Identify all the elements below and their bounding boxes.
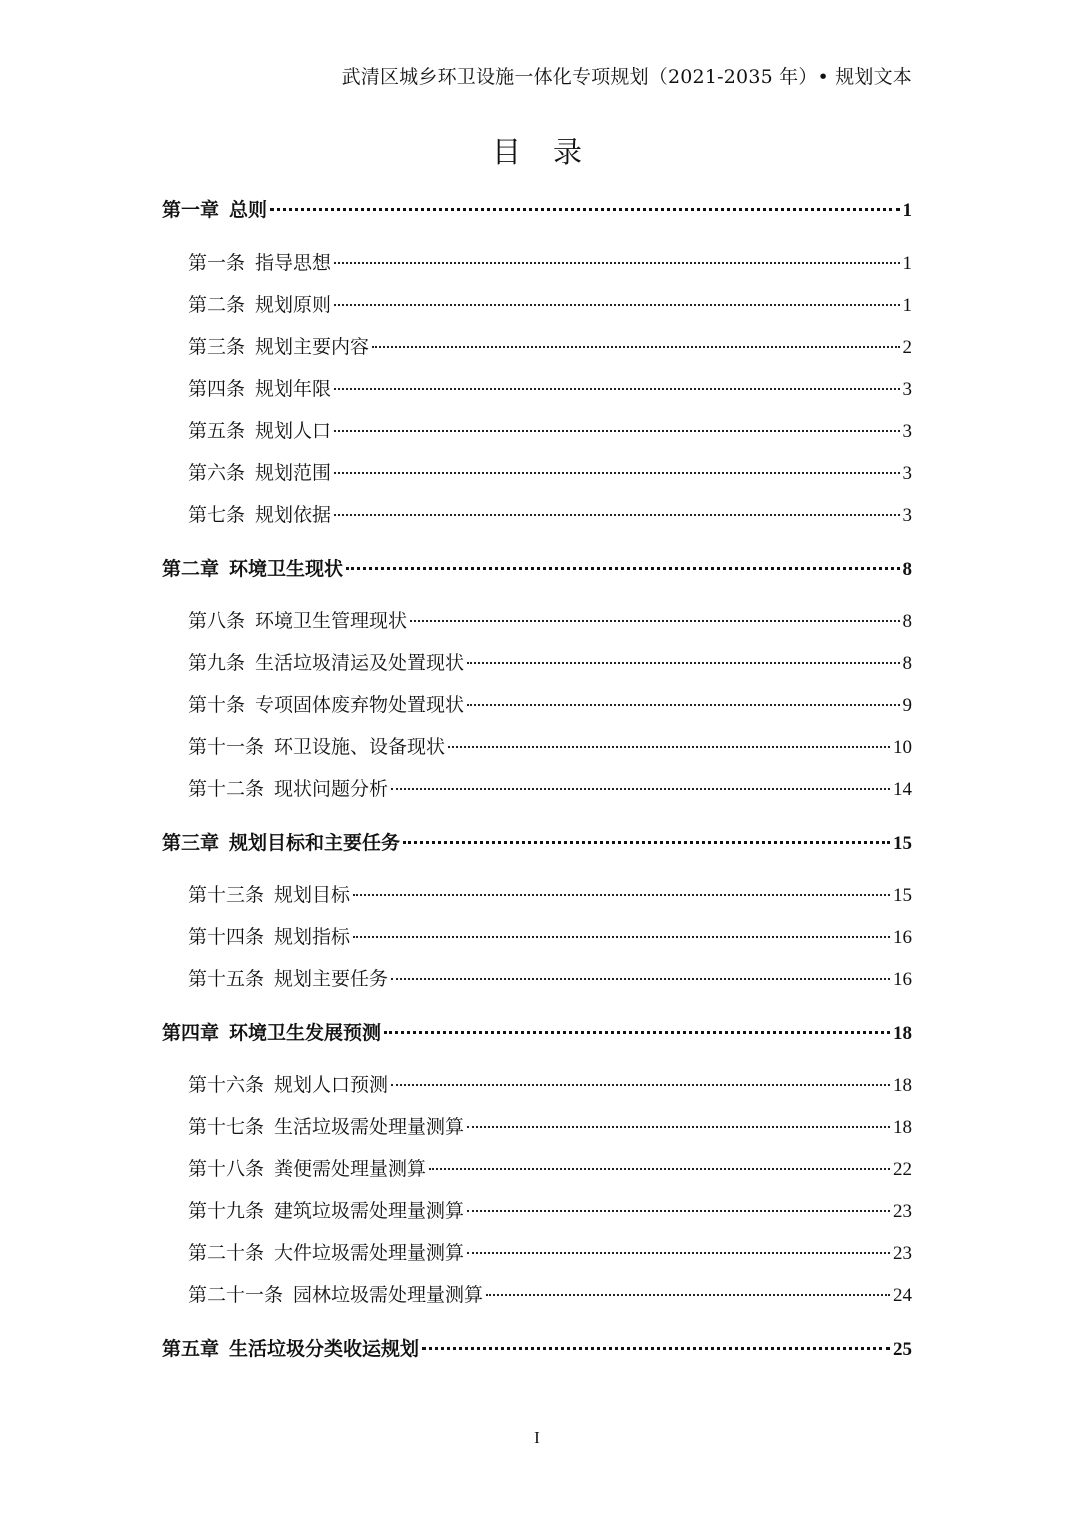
toc-entry-title: 生活垃圾分类收运规划 (229, 1338, 420, 1360)
toc-entry-label (162, 195, 267, 222)
toc-dot-leader (403, 841, 890, 844)
toc-entry-number: 第十六条 (188, 1074, 265, 1096)
toc-entry-title: 规划依据 (255, 504, 332, 526)
toc-article-entry[interactable] (188, 1238, 912, 1268)
toc-entry-label (188, 1112, 464, 1139)
toc-entry-label (188, 458, 331, 485)
toc-entry-title: 大件垃圾需处理量测算 (274, 1242, 465, 1264)
toc-entry-title: 专项固体废弃物处置现状 (255, 694, 465, 716)
toc-entry-page: 3 (902, 505, 912, 526)
toc-entry-label (188, 1196, 464, 1223)
toc-entry-title: 环境卫生现状 (229, 558, 344, 580)
toc-dot-leader (334, 304, 899, 306)
toc-entry-title: 规划人口预测 (274, 1074, 389, 1096)
toc-article-entry[interactable] (188, 1154, 912, 1184)
toc-article-entry[interactable] (188, 964, 912, 994)
toc-entry-number: 第六条 (188, 462, 246, 484)
toc-entry-number: 第四章 (162, 1022, 220, 1044)
toc-entry-title: 生活垃圾需处理量测算 (274, 1116, 465, 1138)
toc-entry-title: 环卫设施、设备现状 (274, 736, 446, 758)
toc-entry-title: 环境卫生发展预测 (229, 1022, 382, 1044)
toc-entry-number: 第五条 (188, 420, 246, 442)
toc-entry-page: 1 (902, 295, 912, 316)
toc-dot-leader (334, 262, 899, 264)
toc-entry-page: 22 (893, 1159, 912, 1180)
toc-dot-leader (334, 430, 899, 432)
toc-article-entry[interactable] (188, 1070, 912, 1100)
toc-dot-leader (422, 1347, 890, 1350)
toc-dot-leader (467, 1210, 890, 1212)
toc-entry-number: 第十五条 (188, 968, 265, 990)
toc-entry-page: 8 (902, 611, 912, 632)
toc-entry-label (162, 1334, 419, 1361)
toc-article-entry[interactable] (188, 1112, 912, 1142)
toc-entry-number: 第十七条 (188, 1116, 265, 1138)
toc-entry-label (188, 964, 388, 991)
toc-entry-number: 第十条 (188, 694, 246, 716)
toc-entry-number: 第八条 (188, 610, 246, 632)
toc-entry-title: 总则 (229, 199, 268, 221)
toc-entry-number: 第三章 (162, 832, 220, 854)
toc-entry-label (188, 606, 407, 633)
toc-article-entry[interactable] (188, 290, 912, 320)
toc-dot-leader (391, 978, 890, 980)
toc-entry-label (188, 332, 369, 359)
toc-entry-page: 23 (893, 1201, 912, 1222)
toc-entry-page: 1 (902, 253, 912, 274)
toc-entry-title: 规划主要任务 (274, 968, 389, 990)
toc-entry-number: 第十三条 (188, 884, 265, 906)
toc-entry-page: 3 (902, 421, 912, 442)
toc-entry-title: 规划主要内容 (255, 336, 370, 358)
toc-article-entry[interactable] (188, 1196, 912, 1226)
toc-entry-page: 18 (893, 1117, 912, 1138)
toc-article-entry[interactable] (188, 606, 912, 636)
toc-entry-title: 规划目标 (274, 884, 351, 906)
toc-entry-page: 16 (893, 927, 912, 948)
toc-entry-title: 规划指标 (274, 926, 351, 948)
toc-dot-leader (353, 894, 890, 896)
toc-chapter-entry[interactable] (162, 1334, 912, 1364)
toc-entry-number: 第十八条 (188, 1158, 265, 1180)
toc-article-entry[interactable] (188, 922, 912, 952)
running-header: 武清区城乡环卫设施一体化专项规划（2021-2035 年）• 规划文本 (341, 66, 912, 88)
page-number: I (534, 1428, 540, 1447)
toc-dot-leader (334, 472, 899, 474)
toc-entry-label (188, 1238, 464, 1265)
toc-entry-label (188, 1070, 388, 1097)
toc-article-entry[interactable] (188, 1280, 912, 1310)
toc-entry-title: 规划人口 (255, 420, 332, 442)
toc-article-entry[interactable] (188, 648, 912, 678)
toc-entry-number: 第七条 (188, 504, 246, 526)
toc-article-entry[interactable] (188, 774, 912, 804)
toc-entry-title: 指导思想 (255, 252, 332, 274)
toc-entry-label (188, 774, 388, 801)
toc-chapter-entry[interactable] (162, 554, 912, 584)
toc-entry-label (188, 648, 464, 675)
toc-dot-leader (391, 788, 890, 790)
toc-entry-page: 14 (893, 779, 912, 800)
toc-entry-title: 环境卫生管理现状 (255, 610, 408, 632)
toc-article-entry[interactable] (188, 332, 912, 362)
toc-entry-title: 生活垃圾清运及处置现状 (255, 652, 465, 674)
toc-entry-page: 3 (902, 463, 912, 484)
toc-entry-label (162, 828, 400, 855)
toc-entry-page: 18 (893, 1075, 912, 1096)
toc-entry-page: 1 (902, 200, 912, 221)
toc-article-entry[interactable] (188, 374, 912, 404)
toc-entry-page: 15 (893, 833, 912, 854)
toc-entry-number: 第一条 (188, 252, 246, 274)
toc-entry-title: 粪便需处理量测算 (274, 1158, 427, 1180)
toc-entry-label (162, 554, 343, 581)
toc-entry-number: 第九条 (188, 652, 246, 674)
toc-chapter-entry[interactable] (162, 828, 912, 858)
toc-dot-leader (467, 1252, 890, 1254)
toc-entry-page: 16 (893, 969, 912, 990)
toc-chapter-entry[interactable] (162, 1018, 912, 1048)
toc-entry-number: 第十二条 (188, 778, 265, 800)
toc-entry-number: 第五章 (162, 1338, 220, 1360)
toc-dot-leader (334, 514, 899, 516)
toc-entry-page: 10 (893, 737, 912, 758)
toc-entry-label (188, 922, 350, 949)
toc-dot-leader (467, 1126, 890, 1128)
toc-dot-leader (410, 620, 899, 622)
toc-entry-page: 25 (893, 1339, 912, 1360)
toc-dot-leader (467, 662, 899, 664)
toc-entry-number: 第二十条 (188, 1242, 265, 1264)
toc-article-entry[interactable] (188, 732, 912, 762)
toc-article-entry[interactable] (188, 416, 912, 446)
toc-entry-page: 24 (893, 1285, 912, 1306)
toc-entry-number: 第一章 (162, 199, 220, 221)
toc-entry-label (188, 880, 350, 907)
toc-article-entry[interactable] (188, 248, 912, 278)
toc-entry-number: 第十一条 (188, 736, 265, 758)
toc-entry-number: 第十四条 (188, 926, 265, 948)
toc-entry-label (188, 416, 331, 443)
toc-article-entry[interactable] (188, 690, 912, 720)
toc-entry-label (188, 1154, 426, 1181)
toc-entry-label (188, 690, 464, 717)
toc-dot-leader (334, 388, 899, 390)
toc-entry-title: 园林垃圾需处理量测算 (293, 1284, 484, 1306)
toc-article-entry[interactable] (188, 458, 912, 488)
toc-entry-page: 8 (902, 653, 912, 674)
toc-entry-number: 第二十一条 (188, 1284, 284, 1306)
toc-entry-page: 8 (902, 559, 912, 580)
toc-entry-number: 第十九条 (188, 1200, 265, 1222)
toc-entry-title: 规划目标和主要任务 (229, 832, 401, 854)
toc-entry-page: 3 (902, 379, 912, 400)
toc-dot-leader (372, 346, 899, 348)
toc-article-entry[interactable] (188, 500, 912, 530)
toc-dot-leader (353, 936, 890, 938)
toc-entry-number: 第三条 (188, 336, 246, 358)
toc-entry-label (188, 290, 331, 317)
toc-dot-leader (429, 1168, 890, 1170)
toc-entry-page: 9 (902, 695, 912, 716)
toc-dot-leader (467, 704, 899, 706)
toc-dot-leader (346, 567, 899, 570)
toc-entry-page: 18 (893, 1023, 912, 1044)
toc-entry-page: 15 (893, 885, 912, 906)
toc-entry-number: 第二条 (188, 294, 246, 316)
toc-dot-leader (486, 1294, 890, 1296)
toc-entry-title: 规划年限 (255, 378, 332, 400)
toc-entry-label (188, 500, 331, 527)
toc-entry-number: 第四条 (188, 378, 246, 400)
toc-entry-label (188, 374, 331, 401)
toc-entry-title: 规划范围 (255, 462, 332, 484)
toc-dot-leader (384, 1031, 890, 1034)
toc-title: 目录 (491, 135, 614, 169)
toc-entry-label (162, 1018, 381, 1045)
toc-entry-label (188, 248, 331, 275)
toc-entry-page: 2 (902, 337, 912, 358)
toc-dot-leader (448, 746, 890, 748)
toc-entry-title: 现状问题分析 (274, 778, 389, 800)
toc-article-entry[interactable] (188, 880, 912, 910)
toc-entry-number: 第二章 (162, 558, 220, 580)
toc-entry-title: 建筑垃圾需处理量测算 (274, 1200, 465, 1222)
toc-entry-label (188, 1280, 483, 1307)
toc-entry-label (188, 732, 445, 759)
toc-chapter-entry[interactable] (162, 195, 912, 225)
toc-dot-leader (391, 1084, 890, 1086)
toc-dot-leader (270, 208, 899, 211)
toc-entry-title: 规划原则 (255, 294, 332, 316)
toc-entry-page: 23 (893, 1243, 912, 1264)
